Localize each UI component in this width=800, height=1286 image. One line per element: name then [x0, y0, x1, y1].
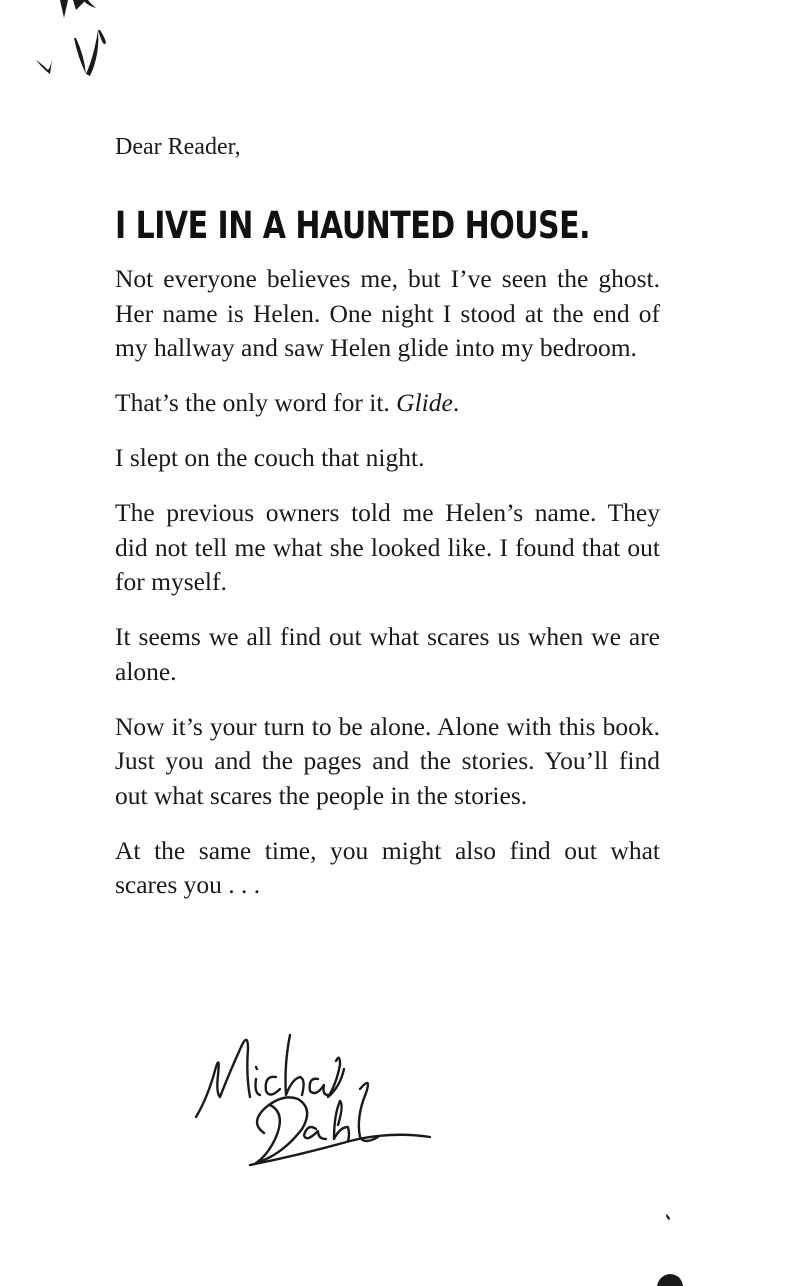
ink-dot-icon — [664, 1213, 672, 1221]
paragraph-6: Now it’s your turn to be alone. Alone with this book. Just you and the pages and the stories. You’ll find out what scares the people in the stories. — [115, 711, 660, 810]
paragraph-5: It seems we all find out what scares us when we are alone. — [115, 622, 660, 686]
paragraph-2-end: . — [452, 388, 460, 417]
ink-blob-icon — [655, 1270, 685, 1286]
paragraph-2-text: That’s the only word for it. — [115, 388, 397, 417]
grass-decoration-icon — [28, 0, 118, 85]
paragraph-3: I slept on the couch that night. — [115, 443, 425, 472]
paragraph-4: The previous owners told me Helen’s name. They did not tell me what she looked like. I found that out for myself. — [115, 498, 660, 596]
letter — [115, 130, 660, 923]
paragraph-2 — [115, 386, 660, 421]
handwritten-signature — [190, 1005, 440, 1175]
salutation: Dear Reader, — [115, 134, 241, 160]
paragraph-2-italic: Glide — [396, 388, 453, 417]
headline: I LIVE IN A HAUNTED HOUSE. — [115, 204, 591, 248]
paragraph-1: Not everyone believes me, but I’ve seen the ghost. Her name is Helen. One night I stood at the end of my hallway and saw Helen glide into my bedroom. — [115, 264, 660, 362]
paragraph-7: At the same time, you might also find out what scares you . . . — [115, 835, 660, 899]
